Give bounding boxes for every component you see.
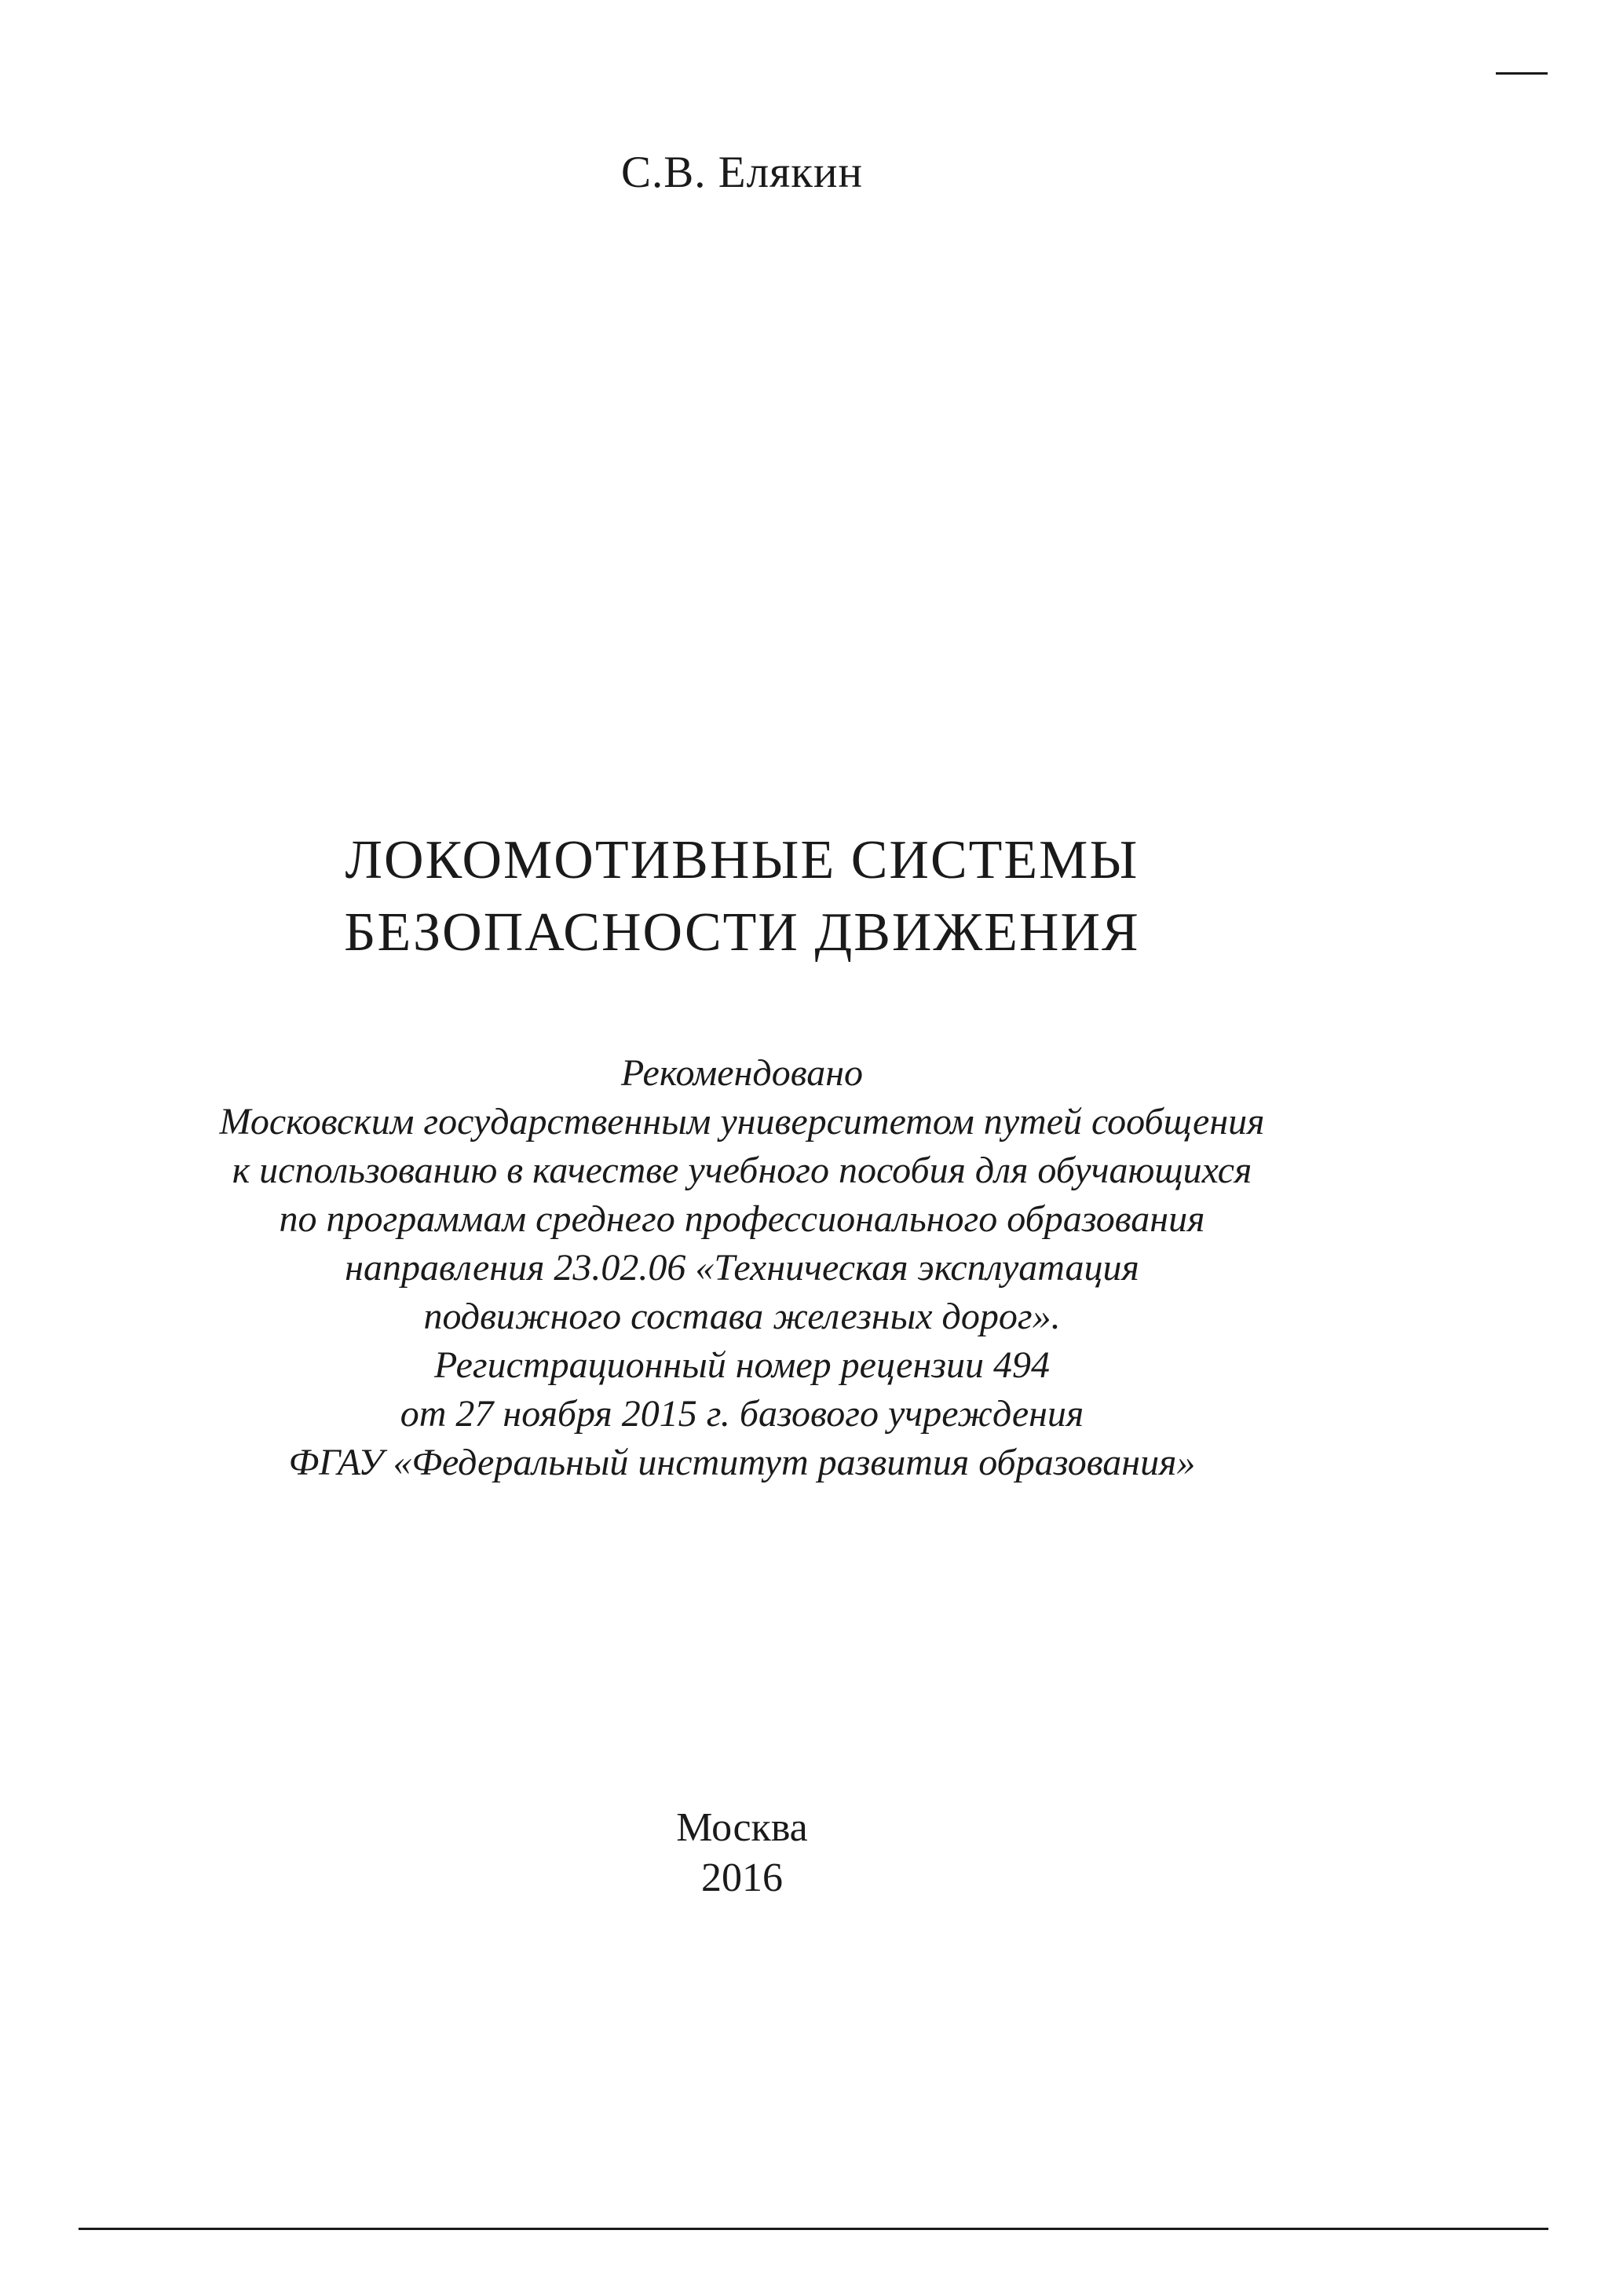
publication-year: 2016: [701, 1855, 783, 1900]
recommendation-line: Рекомендовано: [620, 1052, 864, 1094]
recommendation-line: подвижного состава железных дорог».: [423, 1296, 1061, 1337]
book-title: [0, 824, 1484, 969]
publication-city: Москва: [676, 1805, 808, 1850]
recommendation-line: Регистрационный номер рецензии 494: [434, 1344, 1050, 1386]
recommendation-line: от 27 ноября 2015 г. базового учреждения: [400, 1393, 1084, 1435]
imprint: [0, 1803, 1484, 1903]
title-line-1: ЛОКОМОТИВНЫЕ СИСТЕМЫ: [345, 830, 1139, 890]
recommendation-line: к использованию в качестве учебного пособия для обучающихся: [232, 1150, 1252, 1191]
recommendation-line: Московским государственным университетом путей сообщения: [219, 1101, 1265, 1143]
corner-crop-mark: [1496, 72, 1548, 75]
title-line-2: БЕЗОПАСНОСТИ ДВИЖЕНИЯ: [344, 902, 1140, 963]
author-name: С.В. Елякин: [621, 148, 863, 197]
recommendation-line: ФГАУ «Федеральный институт развития образования»: [288, 1442, 1196, 1483]
recommendation-line: направления 23.02.06 «Техническая эксплуатация: [345, 1247, 1139, 1289]
recommendation-line: по программам среднего профессионального образования: [279, 1198, 1205, 1240]
bottom-rule: [79, 2228, 1548, 2230]
recommendation-block: [0, 1049, 1484, 1487]
